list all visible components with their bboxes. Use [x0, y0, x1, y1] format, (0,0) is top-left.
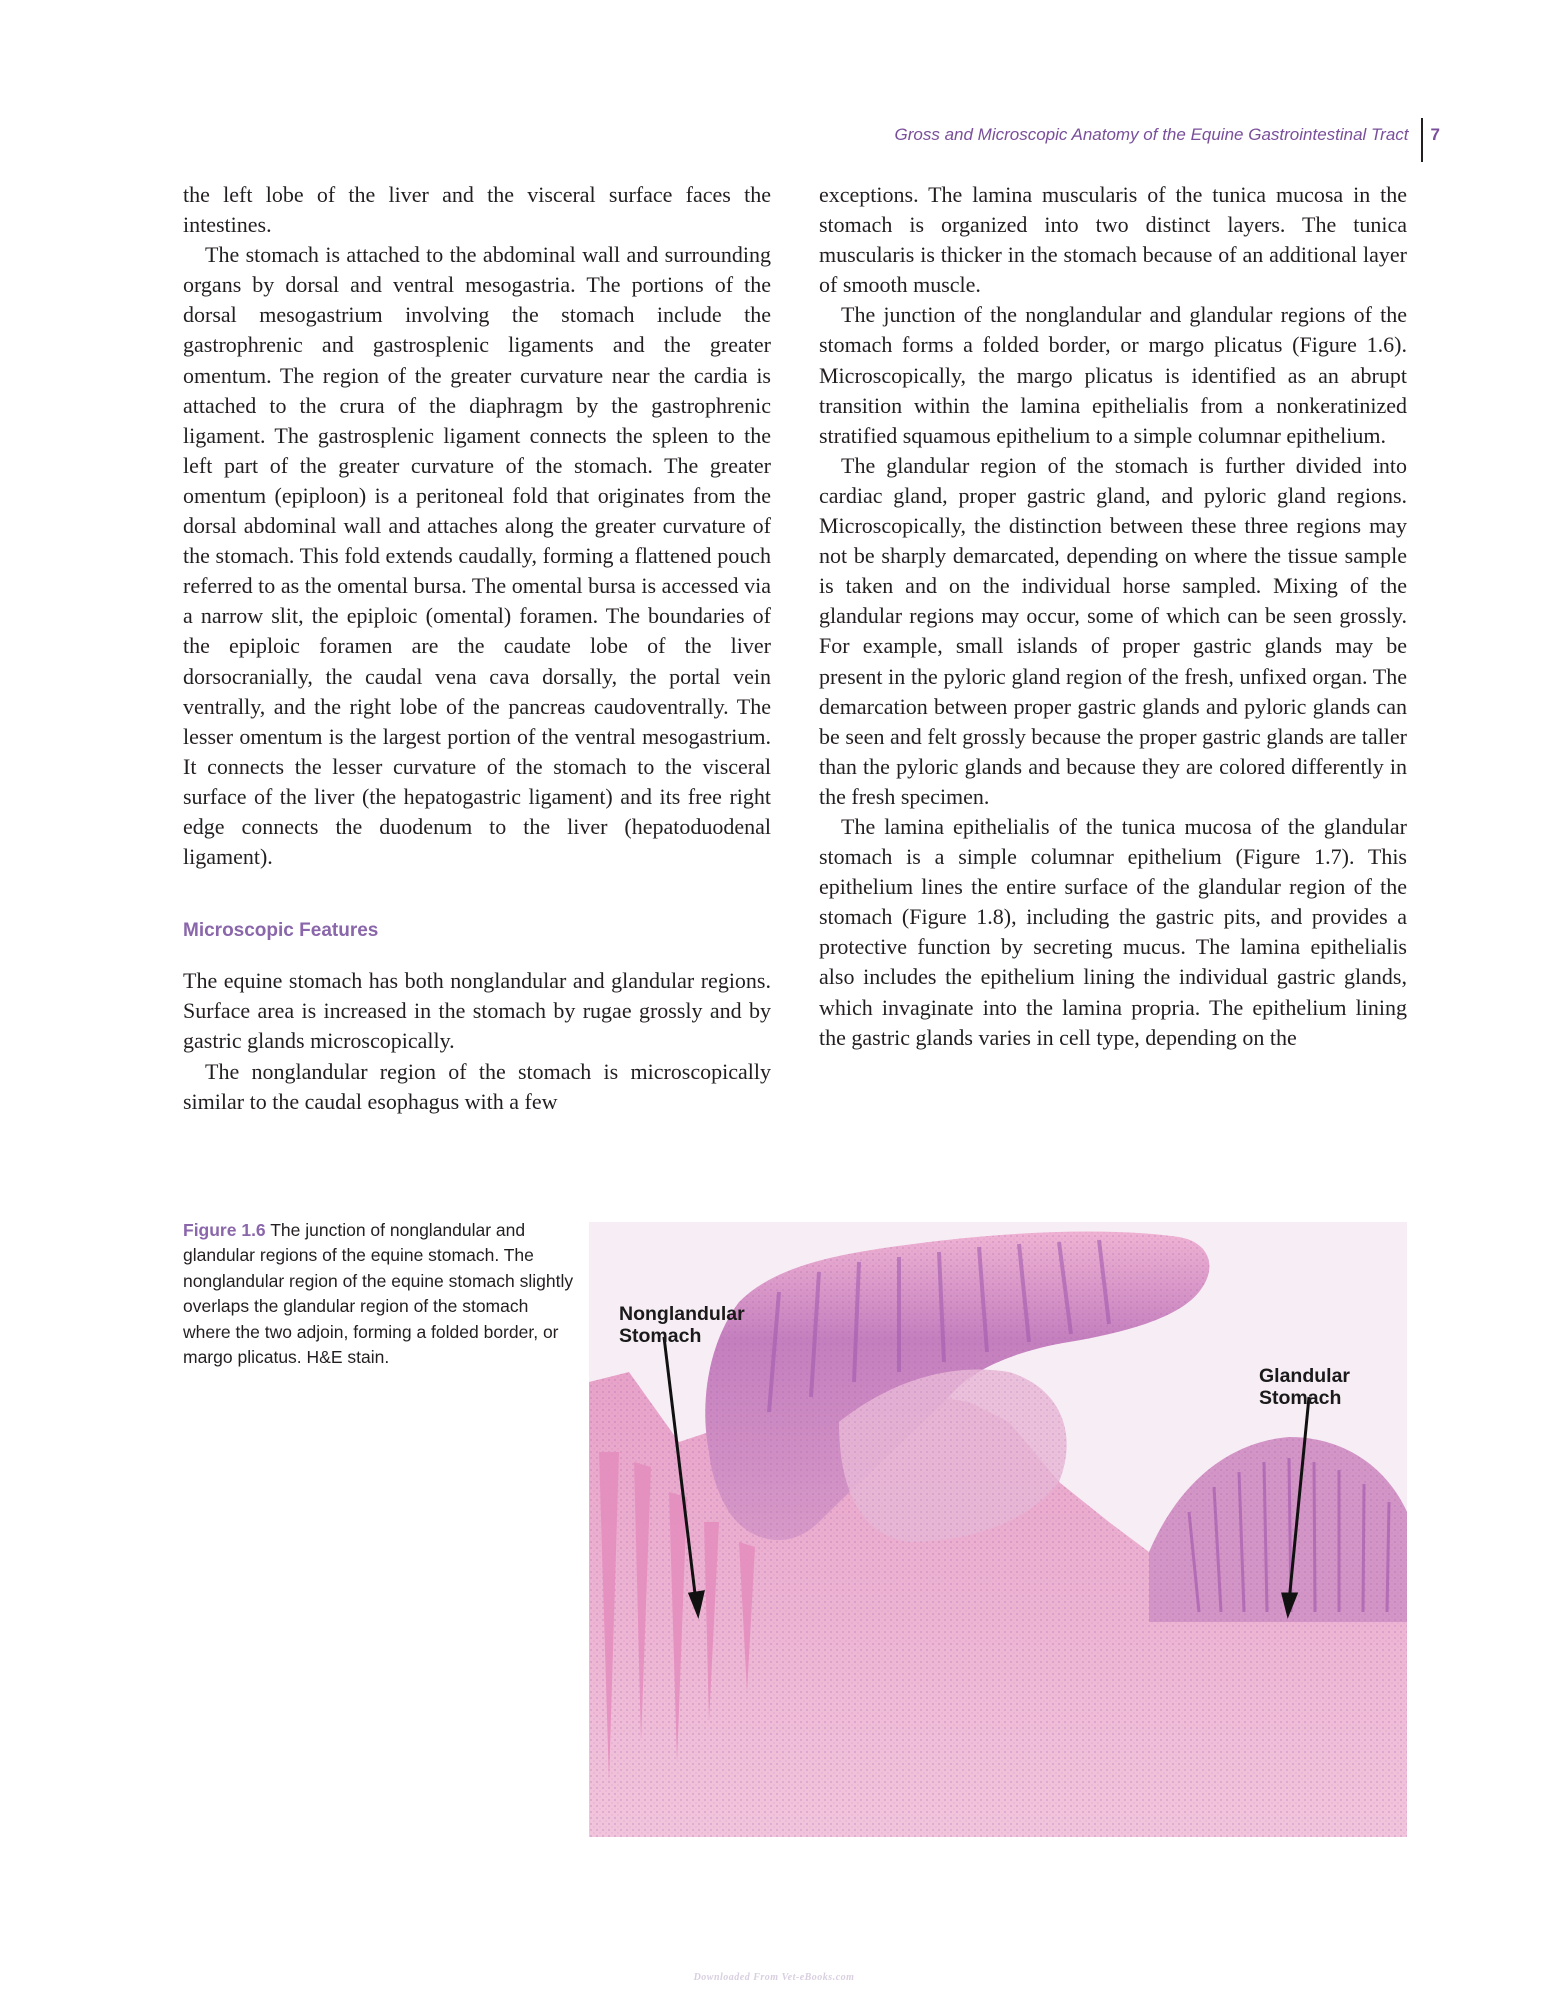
paragraph: exceptions. The lamina muscularis of the tunica mucosa in the stomach is organized into two distinct layers. The tunica muscularis is thicker in the stomach because of an additional layer of smooth muscle.: [819, 182, 1407, 298]
paragraph: The stomach is attached to the abdominal wall and surrounding organs by dorsal and ventral mesogastria. The portions of the dorsal mesogastrium involving the stomach include the gastrophrenic and gastrosplenic ligaments and the greater omentum. The region of the greater curvature near the cardia is attached to the crura of the diaphragm by the gastrophrenic ligament. The gastrosplenic ligament connects the spleen to the left part of the greater curvature of the stomach. The greater omentum (epiploon) is a peritoneal fold that originates from the dorsal abdominal wall and attaches along the greater curvature of the stomach. This fold extends caudally, forming a flattened pouch referred to as the omental bursa. The omental bursa is accessed via a narrow slit, the epiploic (omental) foramen. The boundaries of the epiploic foramen are the caudate lobe of the liver dorsocranially, the caudal vena cava dorsally, the portal vein ventrally, and the right lobe of the pancreas caudoventrally. The lesser omentum is the largest portion of the ventral mesogastrium. It connects the lesser curvature of the stomach to the visceral surface of the liver (the hepatogastric ligament) and its free right edge connects the duodenum to the liver (hepatoduodenal ligament).: [183, 242, 771, 870]
paragraph: The junction of the nonglandular and glandular regions of the stomach forms a folded border, or margo plicatus (Figure 1.6). Microscopically, the margo plicatus is identified as an abrupt transition within the lamina epithelialis from a nonkeratinized stratified squamous epithelium to a simple columnar epithelium.: [819, 302, 1407, 448]
figure-caption: [183, 1218, 575, 1370]
download-watermark: Downloaded From Vet-eBooks.com: [693, 1972, 855, 1983]
glandular-label: Glandular Stomach: [1259, 1365, 1351, 1409]
page-number: 7: [1430, 125, 1440, 144]
caption-text: The junction of nonglandular and glandular regions of the equine stomach. The nonglandular region of the equine stomach slightly overlaps the glandular region of the stomach where the two adjoin, forming a folded border, or margo plicatus. H&E stain.: [183, 1220, 574, 1368]
nonglandular-label: Nonglandular Stomach: [619, 1303, 745, 1347]
micrograph-image: [589, 1222, 1407, 1837]
paragraph: The glandular region of the stomach is further divided into cardiac gland, proper gastric gland, and pyloric gland regions. Microscopically, the distinction between these three regions may not be sharply demarcated, depending on where the tissue sample is taken and on the individual horse sampled. Mixing of the glandular regions may occur, some of which can be seen grossly. For example, small islands of proper gastric glands may be present in the pyloric gland region of the fresh, unfixed organ. The demarcation between proper gastric glands and pyloric glands can be seen and felt grossly because the proper gastric glands are taller than the pyloric glands and because they are colored differently in the fresh specimen.: [819, 452, 1407, 809]
running-title: Gross and Microscopic Anatomy of the Equine Gastrointestinal Tract: [894, 125, 1409, 144]
paragraph: The equine stomach has both nonglandular and glandular regions. Surface area is increased in the stomach by rugae grossly and by gastric glands microscopically.: [183, 968, 771, 1054]
paragraph: The lamina epithelialis of the tunica mucosa of the glandular stomach is a simple columnar epithelium (Figure 1.7). This epithelium lines the entire surface of the glandular region of the stomach (Figure 1.8), including the gastric pits, and provides a protective function by secreting mucus. The lamina epithelialis also includes the epithelium lining the individual gastric glands, which invaginate into the lamina propria. The epithelium lining the gastric glands varies in cell type, depending on the: [819, 813, 1407, 1050]
figure-label: Figure 1.6: [183, 1220, 266, 1240]
running-header: [895, 118, 1440, 162]
paragraph: the left lobe of the liver and the visceral surface faces the intestines.: [183, 182, 771, 238]
right-column: [819, 180, 1407, 1053]
section-heading: Microscopic Features: [183, 920, 379, 942]
left-column: [183, 180, 771, 1117]
paragraph: The nonglandular region of the stomach is microscopically similar to the caudal esophagus with a few: [183, 1058, 771, 1114]
